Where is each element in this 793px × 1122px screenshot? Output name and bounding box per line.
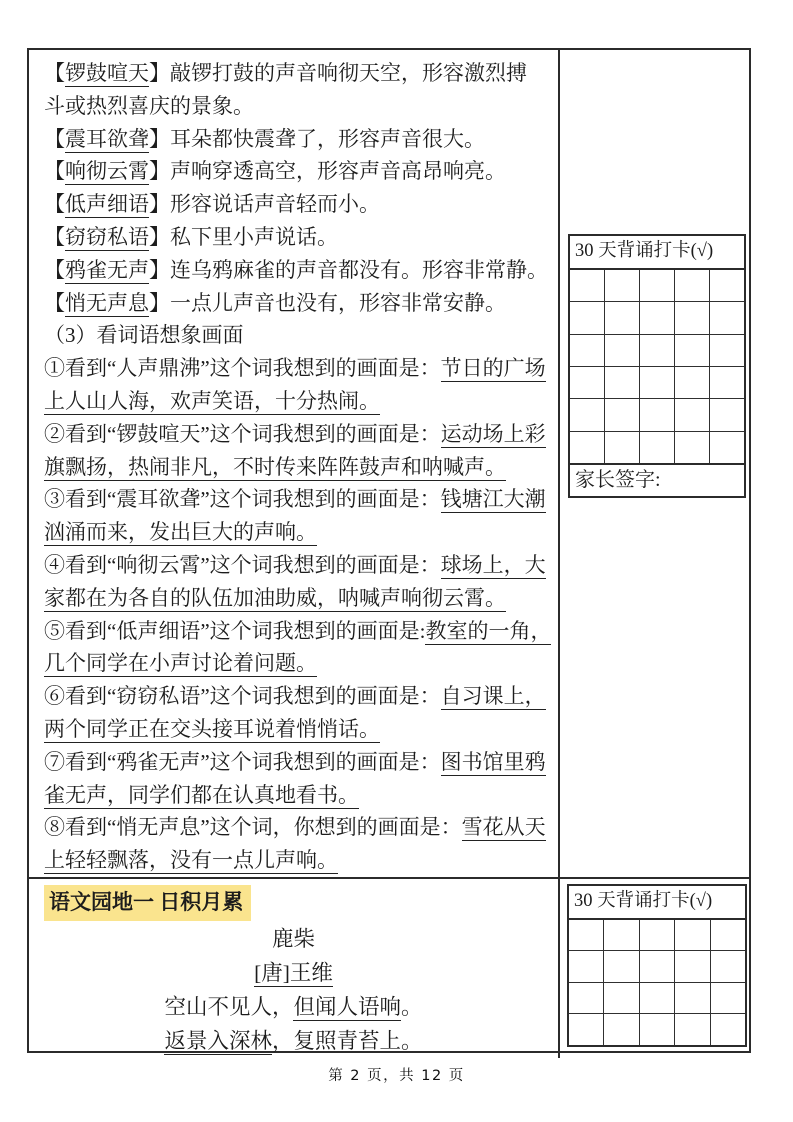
checkin-grid-cell <box>570 302 605 333</box>
checkin-grid-cell <box>570 335 605 366</box>
underlined-text: 锣鼓喧天 <box>65 61 149 85</box>
checkin-grid-cell <box>569 920 604 951</box>
idiom-text-line <box>44 188 554 221</box>
idiom-text-line <box>44 746 554 779</box>
idiom-text-line <box>44 57 554 90</box>
checkin-grid-cell <box>710 367 744 398</box>
checkin-grid-cell <box>605 302 640 333</box>
checkin-grid-cell <box>640 951 675 982</box>
checkin-grid-cell <box>640 335 675 366</box>
checkin-grid-cell <box>675 951 710 982</box>
underlined-text: 教室的一角， <box>425 618 552 643</box>
checkin-grid-row <box>570 399 744 431</box>
text-segment: ⑤看到“低声细语”这个词我想到的画面是: <box>44 618 426 643</box>
checkin-grid-cell <box>675 302 710 333</box>
text-segment: 【 <box>44 224 65 249</box>
idiom-text-line <box>44 779 554 812</box>
checkin-grid-cell <box>675 399 710 430</box>
checkin-grid-row <box>569 920 745 952</box>
checkin-grid-cell <box>605 335 640 366</box>
idiom-text-line <box>44 155 554 188</box>
section-heading-highlight: 语文园地一 日积月累 <box>44 885 251 921</box>
idiom-text-line <box>44 352 554 385</box>
underlined-text: 图书馆里鸦 <box>440 749 546 774</box>
checkin-grid-row <box>569 951 745 983</box>
idiom-text-line <box>44 451 554 484</box>
text-segment: 斗或热烈喜庆的景象。 <box>44 93 254 118</box>
idiom-text-line <box>44 385 554 418</box>
checkin-grid-cell <box>675 1014 710 1045</box>
text-segment: ④看到“响彻云霄”这个词我想到的画面是： <box>44 552 441 577</box>
checkin-grid-cell <box>604 951 639 982</box>
text-segment: （3）看词语想象画面 <box>44 323 244 348</box>
page-number: 第 2 页，共 12 页 <box>328 1068 465 1084</box>
underlined-text: 球场上，大 <box>440 552 546 577</box>
checkin-cell-bottom <box>560 879 749 1058</box>
poem-line <box>29 956 558 990</box>
table-row-idioms <box>29 50 749 877</box>
text-segment: 】连乌鸦麻雀的声音都没有。形容非常静。 <box>149 257 548 282</box>
checkin-grid-cell <box>710 335 744 366</box>
idiom-text-line <box>44 844 554 877</box>
text-segment: ②看到“锣鼓喧天”这个词我想到的画面是： <box>44 421 441 446</box>
checkin-grid-cell <box>640 983 675 1014</box>
checkin-grid-row <box>570 270 744 302</box>
checkin-grid-row <box>570 367 744 399</box>
checkin-grid-cell <box>710 270 744 301</box>
idiom-text-line <box>44 221 554 254</box>
checkin-grid-cell <box>569 1014 604 1045</box>
checkin-title: 30 天背诵打卡(√) <box>569 886 745 920</box>
checkin-grid-row <box>569 983 745 1015</box>
idiom-text-line <box>44 647 554 680</box>
underlined-text: 窃窃私语 <box>65 224 149 249</box>
checkin-grid-cell <box>640 270 675 301</box>
checkin-grid-row <box>570 432 744 463</box>
checkin-grid-cell <box>711 920 745 951</box>
text-segment: 空山不见人， <box>164 994 294 1019</box>
checkin-grid-cell <box>570 399 605 430</box>
checkin-grid-cell <box>710 399 744 430</box>
checkin-grid-cell <box>711 1014 745 1045</box>
checkin-box-bottom <box>567 884 747 1047</box>
underlined-text: 上轻轻飘落，没有一点儿声响。 <box>44 848 338 873</box>
poem-cell <box>29 879 560 1058</box>
checkin-grid-cell <box>605 399 640 430</box>
underlined-text: 两个同学正在交头接耳说着悄悄话。 <box>44 716 380 741</box>
idiom-text-line <box>44 713 554 746</box>
section-heading-row <box>44 885 558 921</box>
text-segment: 】私下里小声说话。 <box>149 224 338 249</box>
worksheet-table <box>27 48 751 1053</box>
text-segment: 】声响穿透高空，形容声音高昂响亮。 <box>149 159 506 184</box>
checkin-grid-cell <box>570 432 605 463</box>
underlined-text: 悄无声息 <box>65 290 149 315</box>
idiom-text-line <box>44 254 554 287</box>
text-segment: ③看到“震耳欲聋”这个词我想到的画面是： <box>44 487 441 512</box>
checkin-grid-cell <box>640 1014 675 1045</box>
idiom-text-line <box>44 680 554 713</box>
checkin-grid-cell <box>711 983 745 1014</box>
poem-line <box>29 922 558 956</box>
checkin-grid-cell <box>605 432 640 463</box>
text-segment: 。 <box>401 994 423 1019</box>
checkin-grid-cell <box>640 367 675 398</box>
idiom-text-line <box>44 319 554 352</box>
checkin-grid-cell <box>569 951 604 982</box>
text-segment: 】敲锣打鼓的声音响彻天空，形容激烈搏 <box>149 61 527 85</box>
underlined-text: 王维 <box>289 960 333 985</box>
underlined-text: 低声细语 <box>65 192 149 217</box>
checkin-grid-row <box>570 335 744 367</box>
text-segment: ⑦看到“鸦雀无声”这个词我想到的画面是： <box>44 749 441 774</box>
underlined-text: 家都在为各自的队伍加油助威，呐喊声响彻云霄。 <box>44 585 506 610</box>
text-segment: 】耳朵都快震聋了，形容声音很大。 <box>149 126 485 151</box>
underlined-text: 节日的广场 <box>440 356 546 381</box>
checkin-grid-cell <box>675 367 710 398</box>
text-segment: ①看到“人声鼎沸”这个词我想到的画面是： <box>44 356 441 381</box>
text-segment: 【 <box>44 257 65 282</box>
checkin-grid-cell <box>710 432 744 463</box>
checkin-grid-cell <box>570 367 605 398</box>
text-segment: 鹿柴 <box>271 926 315 951</box>
checkin-grid-cell <box>640 432 675 463</box>
checkin-grid-cell <box>675 432 710 463</box>
idiom-text-line <box>44 516 554 549</box>
text-segment: 】形容说话声音轻而小。 <box>149 192 380 217</box>
underlined-text: 自习课上， <box>440 684 546 709</box>
checkin-grid-cell <box>605 270 640 301</box>
checkin-grid-cell <box>605 367 640 398</box>
underlined-text: 返景入深林 <box>164 1028 272 1053</box>
underlined-text: 旗飘扬，热闹非凡，不时传来阵阵鼓声和呐喊声。 <box>44 454 506 479</box>
text-segment: 】一点儿声音也没有，形容非常安静。 <box>149 290 506 315</box>
text-segment: 【 <box>44 159 65 184</box>
idiom-text-line <box>44 811 554 844</box>
underlined-text: 雀无声，同学们都在认真地看书。 <box>44 782 359 807</box>
checkin-grid-cell <box>604 920 639 951</box>
underlined-text: 运动场上彩 <box>440 421 546 446</box>
underlined-text: 上人山人海，欢声笑语，十分热闹。 <box>44 388 380 413</box>
table-row-poem <box>29 877 749 1058</box>
text-segment: ⑧看到“悄无声息”这个词，你想到的画面是： <box>44 815 462 840</box>
underlined-text: 但闻人语响 <box>293 994 401 1019</box>
text-segment: 【 <box>44 192 65 217</box>
checkin-grid <box>570 270 744 463</box>
underlined-text: 汹涌而来，发出巨大的声响。 <box>44 520 317 545</box>
checkin-grid <box>569 920 745 1045</box>
parent-signature-label: 家长签字: <box>570 463 744 496</box>
text-segment: ，复照青苔上。 <box>272 1028 423 1053</box>
idiom-text-line <box>44 582 554 615</box>
idiom-text-line <box>44 615 554 648</box>
checkin-grid-cell <box>675 335 710 366</box>
checkin-grid-cell <box>604 1014 639 1045</box>
text-segment: 【 <box>44 61 65 85</box>
underlined-text: 几个同学在小声讨论着问题。 <box>44 651 317 676</box>
checkin-title: 30 天背诵打卡(√) <box>570 236 744 270</box>
checkin-grid-row <box>569 1014 745 1045</box>
poem-line <box>29 990 558 1024</box>
checkin-grid-cell <box>570 270 605 301</box>
underlined-text: [唐] <box>254 960 290 985</box>
underlined-text: 钱塘江大潮 <box>440 487 546 512</box>
checkin-grid-cell <box>711 951 745 982</box>
idiom-text-line <box>44 90 554 123</box>
idiom-text-line <box>44 418 554 451</box>
underlined-text: 响彻云霄 <box>65 159 149 184</box>
text-segment: 【 <box>44 126 65 151</box>
underlined-text: 雪花从天 <box>461 815 546 840</box>
checkin-grid-cell <box>675 983 710 1014</box>
checkin-cell-top <box>560 50 749 877</box>
idiom-text-line <box>44 483 554 516</box>
checkin-grid-cell <box>675 270 710 301</box>
poem <box>29 922 558 1058</box>
checkin-grid-cell <box>710 302 744 333</box>
checkin-box-top <box>568 234 746 498</box>
text-segment: 【 <box>44 290 65 315</box>
checkin-grid-cell <box>675 920 710 951</box>
checkin-grid-cell <box>640 399 675 430</box>
idiom-text-line <box>44 549 554 582</box>
idiom-text-line <box>44 123 554 156</box>
checkin-grid-cell <box>604 983 639 1014</box>
checkin-grid-row <box>570 302 744 334</box>
checkin-grid-cell <box>640 302 675 333</box>
poem-line <box>29 1024 558 1058</box>
checkin-grid-cell <box>569 983 604 1014</box>
idiom-text-line <box>44 287 554 320</box>
underlined-text: 鸦雀无声 <box>65 257 149 282</box>
underlined-text: 震耳欲聋 <box>65 126 149 151</box>
checkin-grid-cell <box>640 920 675 951</box>
text-segment: ⑥看到“窃窃私语”这个词我想到的画面是： <box>44 684 441 709</box>
idioms-cell <box>29 50 560 877</box>
